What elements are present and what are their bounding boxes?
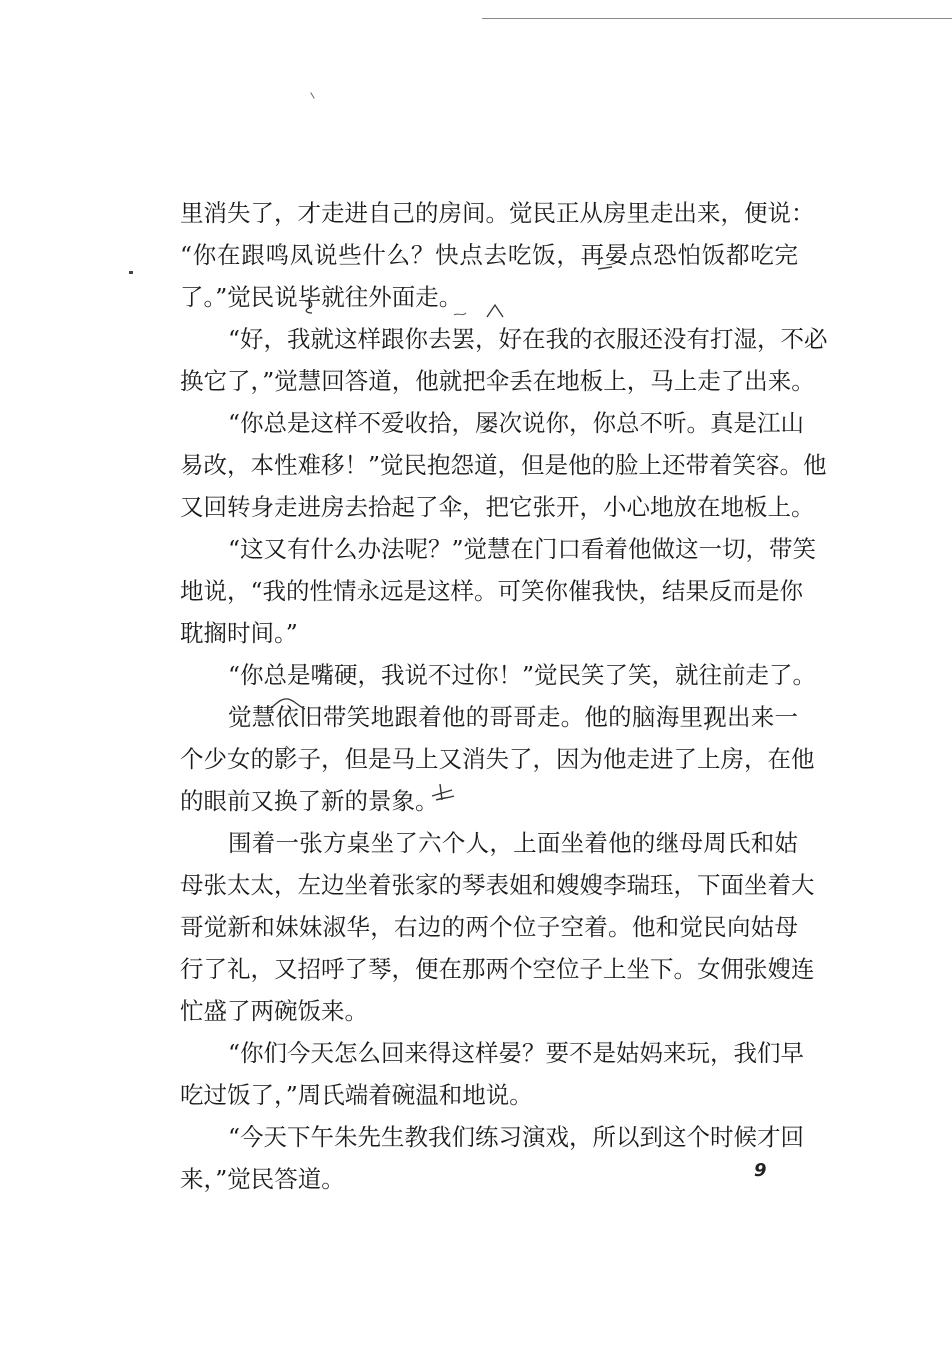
text-line: 里消失了，才走进自己的房间。觉民正从房里走出来，便说：	[180, 199, 815, 227]
text-line: 个少女的影子，但是马上又消失了，因为他走进了上房，在他	[180, 745, 815, 773]
text-line: 耽搁时间。”	[180, 619, 298, 647]
text-line: “这又有什么办法呢？”觉慧在门口看着他做这一切，带笑	[228, 535, 817, 563]
text-line: 的眼前又换了新的景象。	[180, 787, 439, 815]
text-line: 哥觉新和妹妹淑华，右边的两个位子空着。他和觉民向姑母	[180, 913, 798, 941]
text-line: 行了礼，又招呼了琴，便在那两个空位子上坐下。女佣张嫂连	[180, 955, 815, 983]
text-line: “你们今天怎么回来得这样晏？要不是姑妈来玩，我们早	[228, 1039, 805, 1067]
text-line: 易改，本性难移！”觉民抱怨道，但是他的脸上还带着笑容。他	[180, 451, 827, 479]
text-line: “今天下午朱先生教我们练习演戏，所以到这个时候才回	[228, 1123, 805, 1151]
text-line: “你在跟鸣凤说些什么？快点去吃饭，再晏点恐怕饭都吃完	[180, 241, 798, 269]
text-line: 围着一张方桌坐了六个人，上面坐着他的继母周氏和姑	[228, 829, 798, 857]
page-number: 9	[754, 1160, 767, 1181]
body-text	[180, 192, 828, 1200]
text-line: 吃过饭了，”周氏端着碗温和地说。	[180, 1081, 533, 1109]
text-line: 来，”觉民答道。	[180, 1165, 345, 1193]
margin-mark	[129, 271, 133, 274]
text-line: “好，我就这样跟你去罢，好在我的衣服还没有打湿，不必	[228, 325, 828, 353]
text-line: 母张太太，左边坐着张家的琴表姐和嫂嫂李瑞珏，下面坐着大	[180, 871, 815, 899]
text-line: 地说，“我的性情永远是这样。可笑你催我快，结果反而是你	[180, 577, 804, 605]
text-line: 又回转身走进房去拾起了伞，把它张开，小心地放在地板上。	[180, 493, 815, 521]
text-line: 换它了，”觉慧回答道，他就把伞丢在地板上，马上走了出来。	[180, 367, 815, 395]
text-line: 了。”觉民说毕就往外面走。	[180, 283, 463, 311]
text-line: 觉慧依旧带笑地跟着他的哥哥走。他的脑海里现出来一	[228, 703, 798, 731]
text-line: 忙盛了两碗饭来。	[180, 997, 368, 1025]
text-line: “你总是嘴硬，我说不过你！”觉民笑了笑，就往前走了。	[228, 661, 817, 689]
stray-mark	[310, 92, 315, 98]
top-rule	[482, 18, 952, 19]
text-line: “你总是这样不爱收拾，屡次说你，你总不听。真是江山	[228, 409, 805, 437]
